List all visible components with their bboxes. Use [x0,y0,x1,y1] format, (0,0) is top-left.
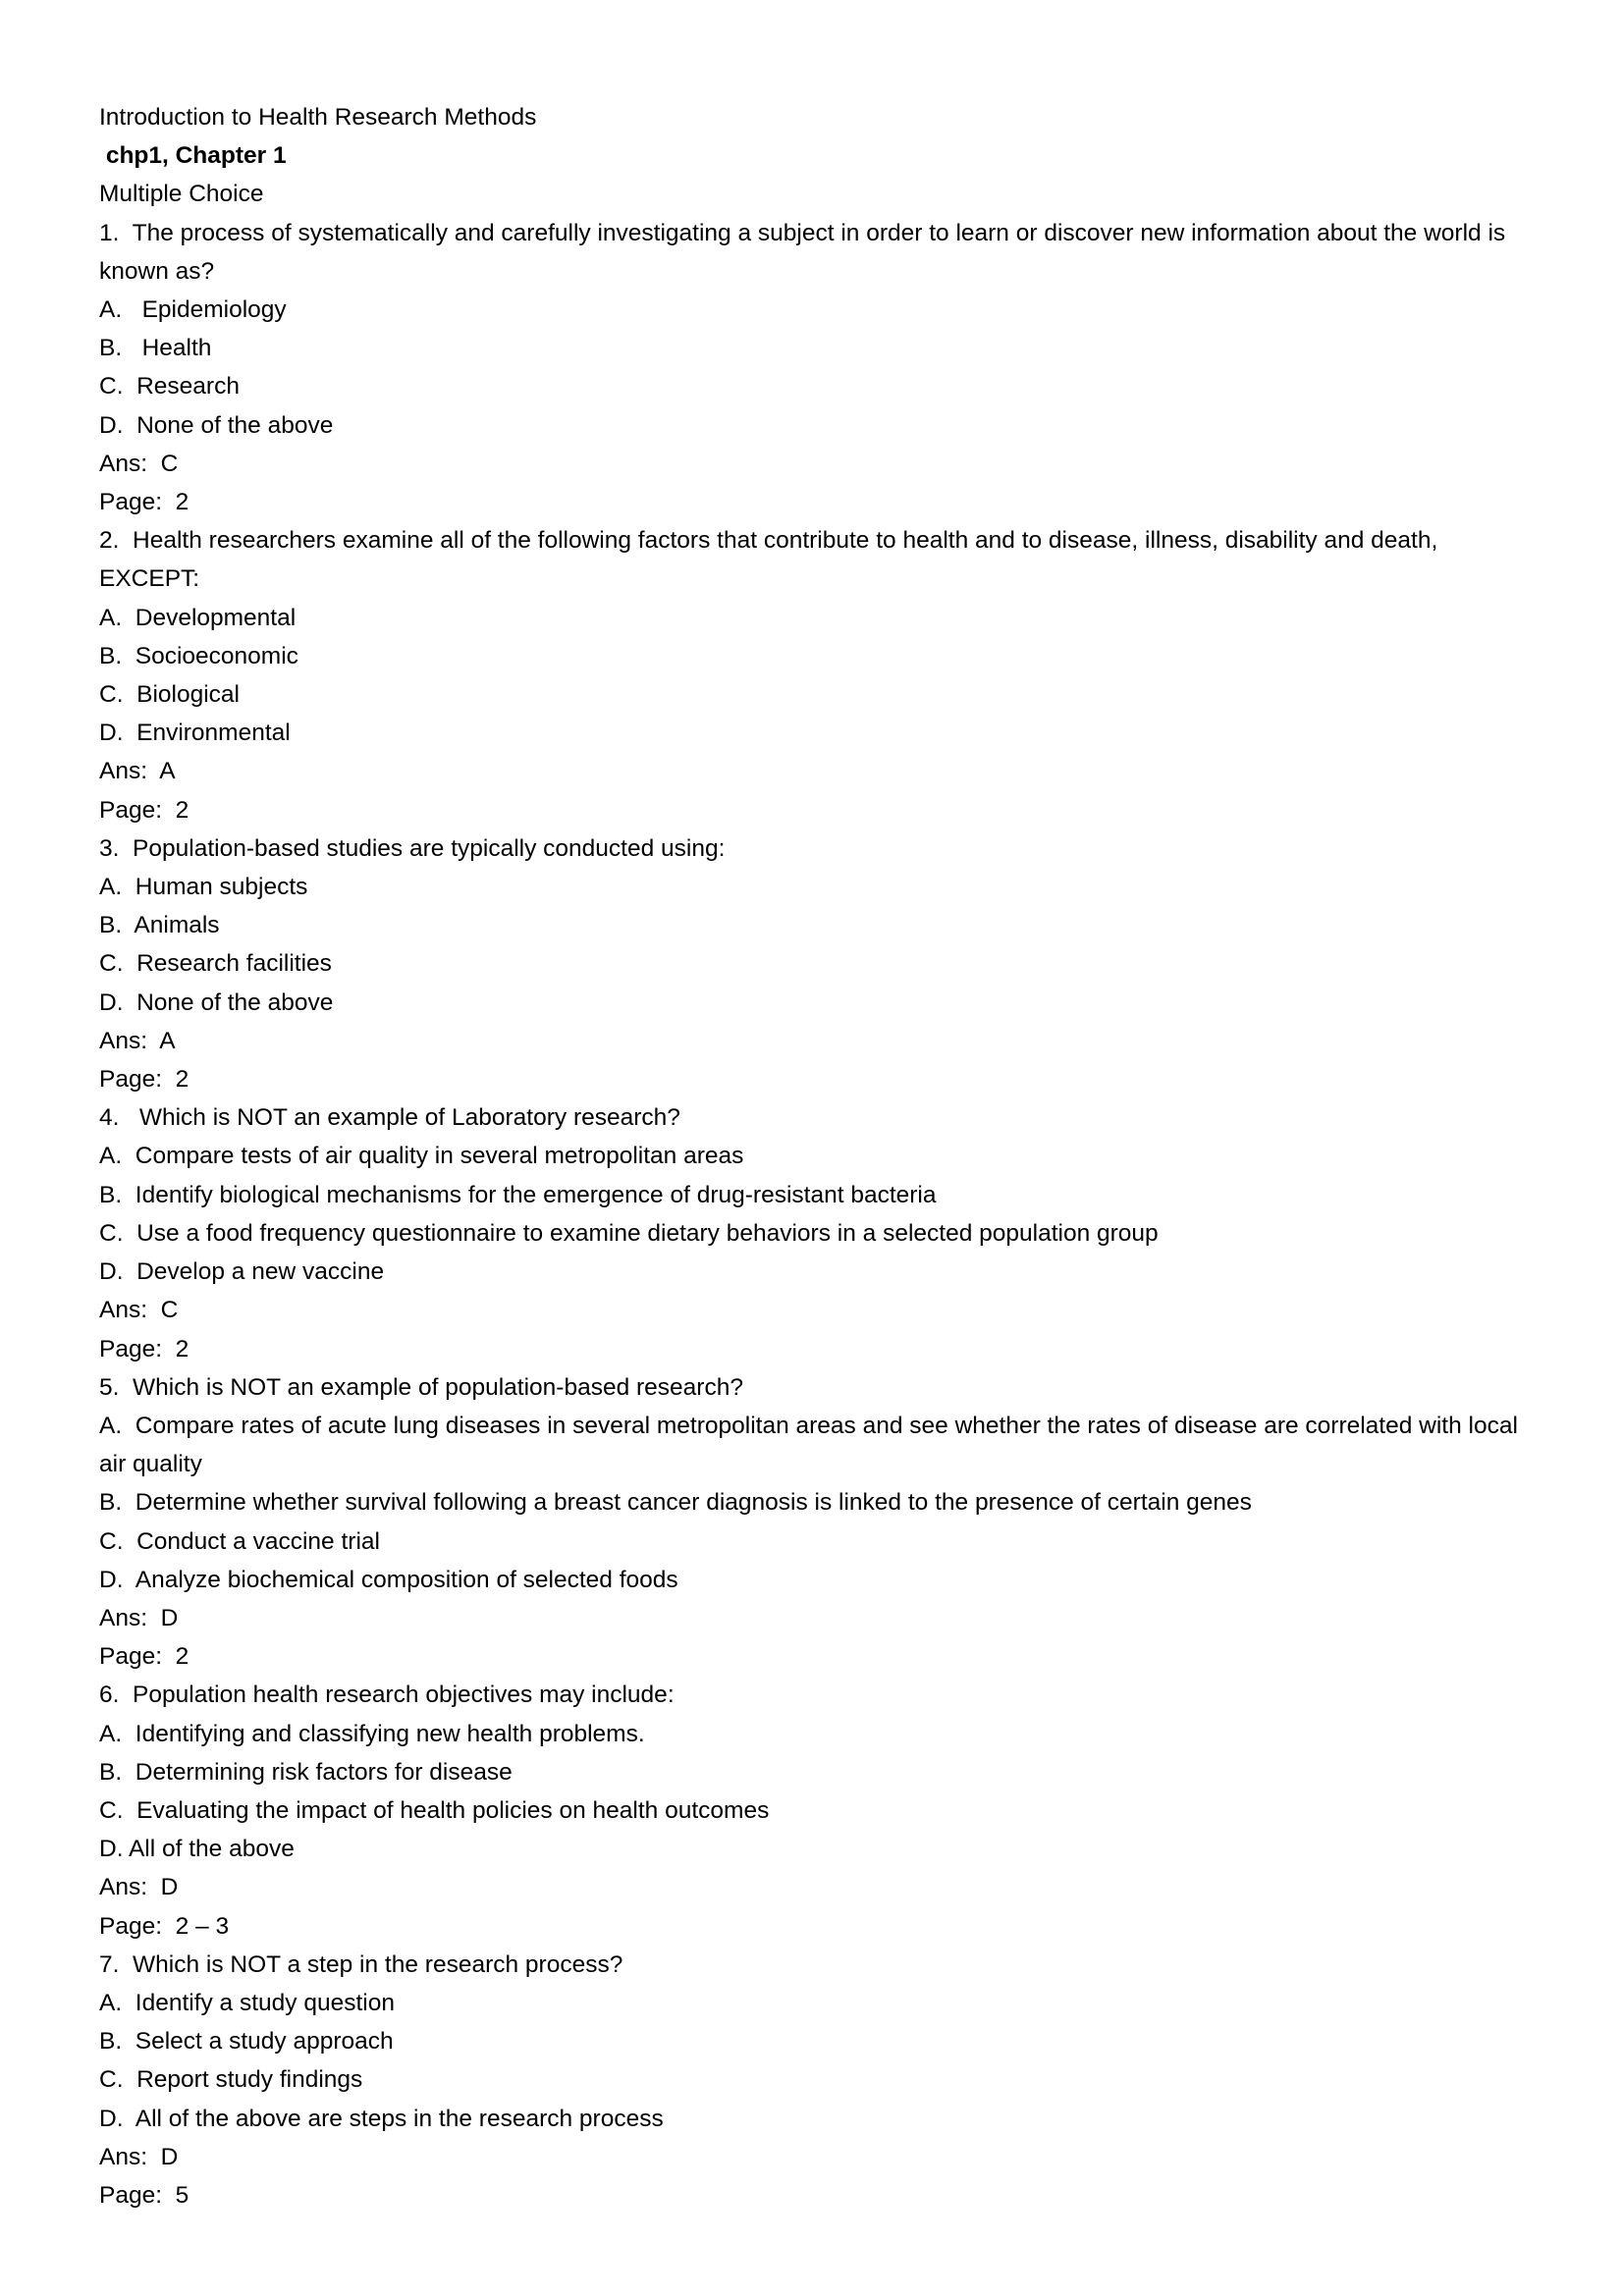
answer-option: D. Develop a new vaccine [99,1258,385,1286]
answer-key: Ans: C [99,1297,179,1324]
question-text: 7. Which is NOT a step in the research process? [99,1950,623,1978]
answer-option: D. All of the above are steps in the research process [99,2105,664,2132]
page-reference: Page: 2 – 3 [99,1912,230,1940]
question-text: 6. Population health research objectives may include: [99,1682,675,1709]
answer-option: C. Conduct a vaccine trial [99,1527,380,1555]
answer-option: C. Research facilities [99,950,332,978]
answer-option: C. Report study findings [99,2066,363,2094]
page-reference: Page: 5 [99,2181,189,2209]
chapter-heading: chp1, Chapter 1 [99,142,287,170]
question-text: 2. Health researchers examine all of the following factors that contribute to health and to disease, illness, disability and death, EXCEPT: [99,527,1445,593]
answer-option: B. Determine whether survival following a breast cancer diagnosis is linked to the presence of certain genes [99,1489,1252,1517]
question-block [99,1946,1533,2215]
answer-option: B. Select a study approach [99,2028,394,2056]
page-reference: Page: 2 [99,1335,189,1362]
question-block [99,829,1533,1098]
answer-key: Ans: D [99,1874,179,1901]
answer-option: B. Animals [99,912,220,939]
question-block [99,214,1533,522]
answer-option: A. Developmental [99,604,297,631]
answer-key: Ans: A [99,1027,176,1054]
answer-option: B. Determining risk factors for disease [99,1758,513,1786]
answer-option: B. Identify biological mechanisms for the emergence of drug-resistant bacteria [99,1181,937,1208]
question-block [99,1368,1533,1677]
question-block [99,521,1533,829]
answer-option: A. Identifying and classifying new health problems. [99,1720,645,1747]
answer-option: B. Health [99,335,212,362]
answer-key: Ans: D [99,1604,179,1631]
answer-option: C. Evaluating the impact of health policies on health outcomes [99,1796,770,1824]
answer-key: Ans: D [99,2143,179,2170]
answer-key: Ans: A [99,758,176,785]
answer-option: D. None of the above [99,988,334,1016]
document-title: Introduction to Health Research Methods [99,104,537,131]
question-text: 3. Population-based studies are typically conducted using: [99,834,726,862]
answer-option: D. Analyze biochemical composition of selected foods [99,1566,678,1593]
answer-option: D. Environmental [99,720,291,747]
answer-option: D. All of the above [99,1836,295,1863]
answer-option: D. None of the above [99,411,334,439]
answer-key: Ans: C [99,450,179,477]
question-list [99,214,1533,2216]
page-reference: Page: 2 [99,489,189,516]
page-reference: Page: 2 [99,796,189,824]
question-block [99,1676,1533,1945]
page-reference: Page: 2 [99,1643,189,1671]
page-reference: Page: 2 [99,1066,189,1094]
answer-option: C. Use a food frequency questionnaire to examine dietary behaviors in a selected population group [99,1219,1159,1247]
section-heading: Multiple Choice [99,181,264,208]
question-text: 1. The process of systematically and carefully investigating a subject in order to learn or discover new information about the world is known as? [99,219,1512,285]
document-content [99,98,1533,2215]
question-block [99,1098,1533,1367]
answer-option: C. Biological [99,681,240,709]
answer-option: A. Identify a study question [99,1989,395,2016]
question-text: 4. Which is NOT an example of Laboratory research? [99,1104,680,1132]
answer-option: C. Research [99,373,240,400]
answer-option: A. Compare tests of air quality in several metropolitan areas [99,1143,744,1170]
answer-option: A. Human subjects [99,874,308,901]
answer-option: B. Socioeconomic [99,642,298,669]
answer-option: A. Epidemiology [99,296,287,324]
answer-option: A. Compare rates of acute lung diseases in several metropolitan areas and see whether the rates of disease are correlated with local air quality [99,1412,1525,1478]
question-text: 5. Which is NOT an example of population-based research? [99,1373,743,1401]
